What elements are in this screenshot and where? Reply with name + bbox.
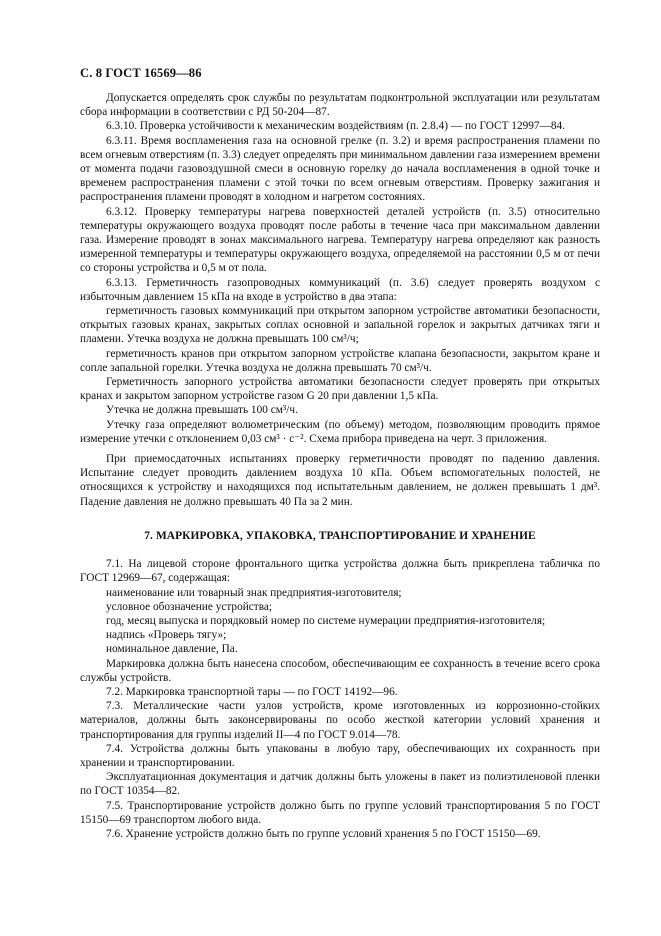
list-item: условное обозначение устройства; xyxy=(106,600,273,613)
paragraph-7-3: 7.3. Металлические части узлов устройств, кроме изготовленных из коррозионно-стойких материалов, должны быть законсервированы по особо жесткой категории условий хранения и транспортирования для группы изделий II—4 по ГОСТ 9.014—78. xyxy=(80,700,600,741)
paragraph-6-3-11: 6.3.11. Время воспламенения газа на основной грелке (п. 3.2) и время распространения пламени по всем огневым отверстиям (п. 3.3) следует определять при минимальном давлении газа измерением времени от момента подачи газовоздушной смеси в основную горелку до начала воспламенения в одной точке и временем распространения пламени с этой точки по всем огневым отверстиям. Проверку зажигания и распространения пламени проводят в холодном и нагретом состояниях. xyxy=(80,134,600,204)
paragraph: При приемосдаточных испытаниях проверку герметичности проводят по падению давления. Испытание следует проводить давлением воздуха 10 кПа. Объем вспомогательных полостей, не относящихся к устройству и находящихся под испытательным давлением, не должен превышать 1 дм³. Падение давления не должно превышать 40 Па за 2 мин. xyxy=(80,453,600,508)
paragraph-6-3-10: 6.3.10. Проверка устойчивости к механическим воздействиям (п. 2.8.4) — по ГОСТ 12997—84. xyxy=(106,120,565,133)
paragraph-7-2: 7.2. Маркировка транспортной тары — по ГОСТ 14192—96. xyxy=(106,685,398,698)
paragraph: герметичность кранов при открытом запорном устройстве клапана безопасности, закрытом кране и сопле запальной горелки. Утечка воздуха не должна превышать 70 см³/ч. xyxy=(80,347,600,374)
paragraph-7-6: 7.6. Хранение устройств должно быть по группе условий хранения 5 по ГОСТ 15150—69. xyxy=(106,827,541,840)
paragraph-6-3-13: 6.3.13. Герметичность газопроводных коммуникаций (п. 3.6) следует проверять воздухом с избыточным давлением 15 кПа на входе в устройство в два этапа: xyxy=(80,276,600,303)
body-text xyxy=(80,91,600,841)
paragraph: Утечка не должна превышать 100 см³/ч. xyxy=(106,404,298,417)
list-item: надпись «Проверь тягу»; xyxy=(106,629,227,642)
list-item: наименование или товарный знак предприятия-изготовителя; xyxy=(106,586,402,599)
paragraph-6-3-12: 6.3.12. Проверку температуры нагрева поверхностей деталей устройств (п. 3.5) относительно температуры окружающего воздуха проводят после работы в течение часа при максимальном давлении газа. Измерение проводят в зонах максимального нагрева. Температуру нагрева определяют как разность измеренной температуры и температуры окружающего воздуха, определяемой на расстоянии 0,5 м от печи со стороны устройства и 0,5 м от пола. xyxy=(80,205,600,275)
paragraph: Эксплуатационная документация и датчик должны быть уложены в пакет из полиэтиленовой пленки по ГОСТ 10354—82. xyxy=(80,771,600,798)
paragraph: Допускается определять срок службы по результатам подконтрольной эксплуатации или результатам сбора информации в соответствии с РД 50-204—87. xyxy=(80,92,600,119)
paragraph: Утечку газа определяют волюметрическим (по объему) методом, позволяющим проводить прямое измерение утечки с отклонением 0,03 см³ · с⁻². Схема прибора приведена на черт. 3 приложения. xyxy=(80,418,600,445)
page-header: С. 8 ГОСТ 16569—86 xyxy=(80,66,202,80)
paragraph-7-1: 7.1. На лицевой стороне фронтального щитка устройства должна быть прикреплена табличка по ГОСТ 12969—67, содержащая: xyxy=(80,558,600,585)
paragraph: Маркировка должна быть нанесена способом, обеспечивающим ее сохранность в течение всего срока службы устройств. xyxy=(80,657,600,684)
section-title: 7. МАРКИРОВКА, УПАКОВКА, ТРАНСПОРТИРОВАНИЕ И ХРАНЕНИЕ xyxy=(144,529,536,542)
paragraph-7-4: 7.4. Устройства должны быть упакованы в любую тару, обеспечивающих их сохранность при хранении и транспортировании. xyxy=(80,742,600,769)
paragraph: Герметичность запорного устройства автоматики безопасности следует проверять при открытых кранах и закрытом запорном устройстве газом G 20 при давлении 1,5 кПа. xyxy=(80,376,600,403)
paragraph-7-5: 7.5. Транспортирование устройств должно быть по группе условий транспортирования 5 по ГОСТ 15150—69 транспортом любого вида. xyxy=(80,799,600,826)
paragraph: герметичность газовых коммуникаций при открытом запорном устройстве автоматики безопасности, открытых газовых кранах, закрытых соплах основной и запальной горелок и закрытых датчиках тяги и пламени. Утечка воздуха не должна превышать 100 см³/ч; xyxy=(80,305,600,346)
list-item: год, месяц выпуска и порядковый номер по системе нумерации предприятия-изготовителя; xyxy=(106,614,546,627)
list-item: номинальное давление, Па. xyxy=(106,643,238,656)
